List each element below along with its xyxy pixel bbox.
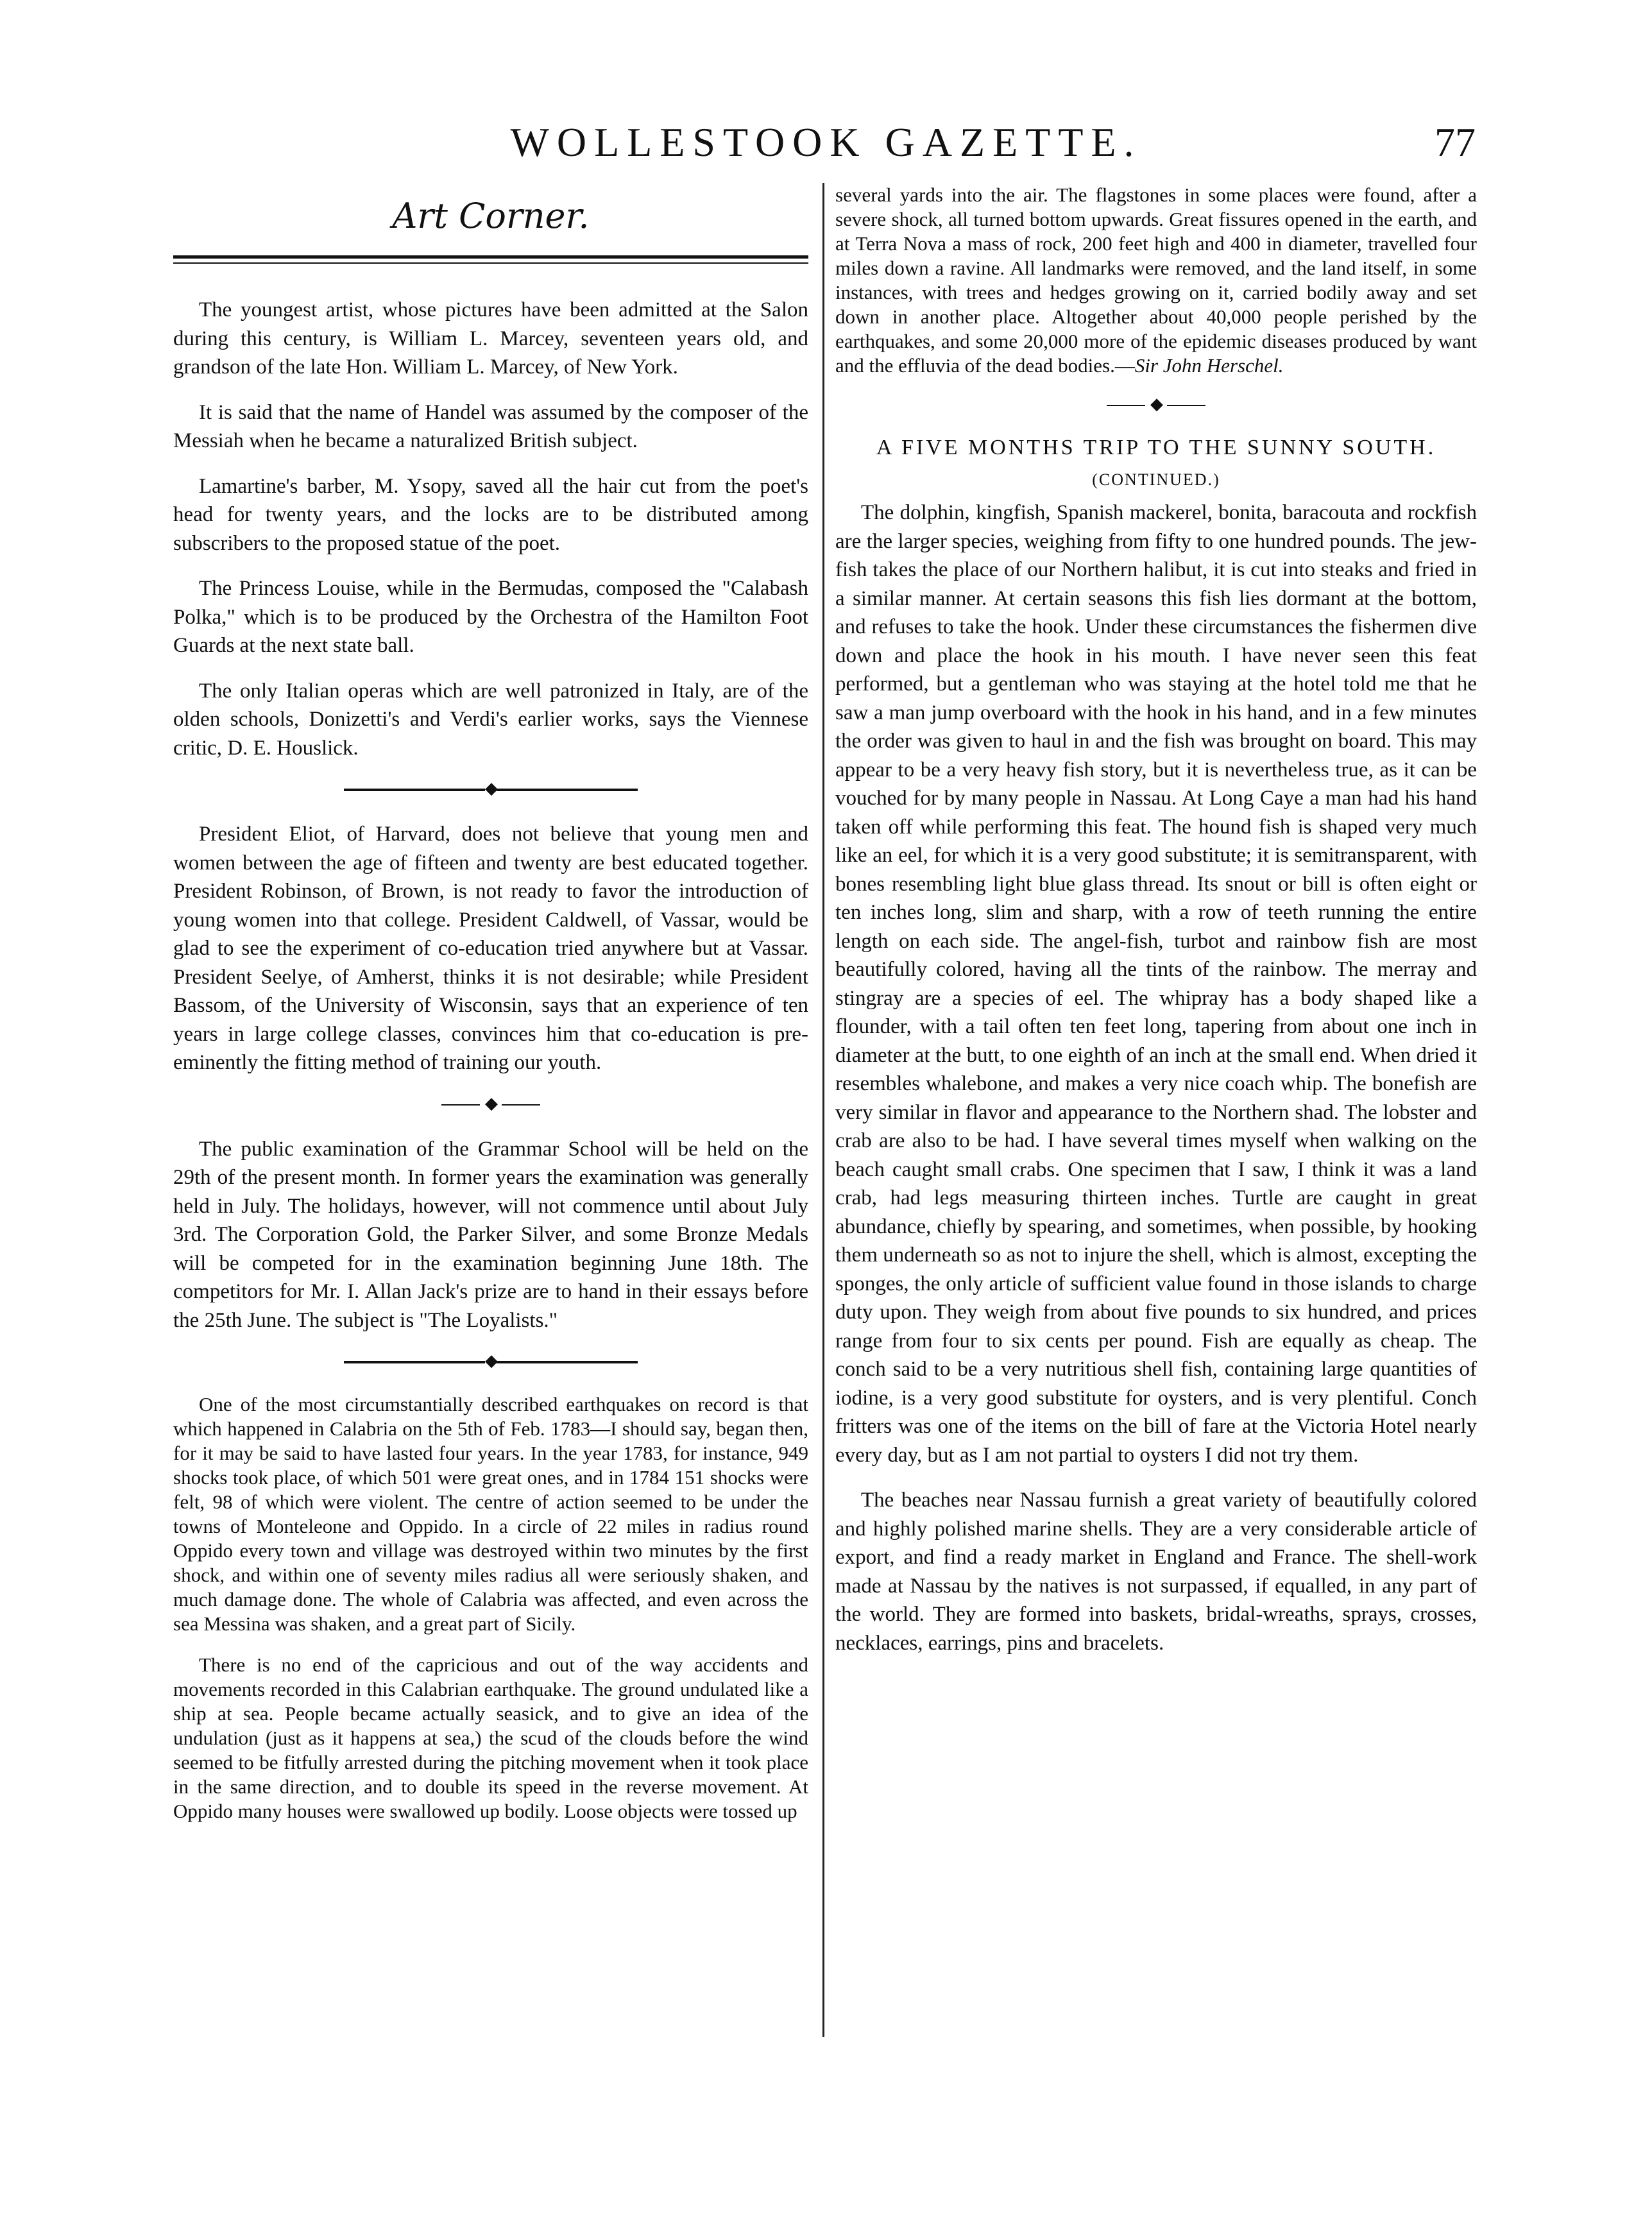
art-item-paragraph: The only Italian operas which are well patronized in Italy, are of the olden schools, Donizetti's and Verdi's earlier works, says the Viennese critic, D. E. Houslick.: [173, 679, 808, 760]
section-ornament: ◆: [835, 395, 1477, 414]
trip-paragraph: The dolphin, kingfish, Spanish mackerel, bonita, baracouta and rockfish are the larger species, weighing from fifty to one hundred pounds. The jew-fish takes the place of our Northern halibut, it is cut into steaks and fried in a similar manner. At certain seasons this fish lies dormant at the bottom, and refuses to take the hook. Under these circumstances the fishermen dive down and place the hook in his mouth. I have never seen this feat performed, but a gentleman who was staying at the hotel told me that he saw a man jump overboard with the hook in his hand, and in a few minutes the order was given to haul in and the fish was brought on board. This may appear to be a very heavy fish story, but it is nevertheless true, as it can be vouched for by many people in Nassau. At Long Caye a man had his hand taken off while performing this feat. The hound fish is shaped very much like an eel, for which it is a very good substitute; it is semitransparent, with bones resembling light blue glass thread. Its snout or bill is often eight or ten inches long, slim and sharp, with a row of teeth running the entire length on each side. The angel-fish, turbot and rainbow fish are most beautifully colored, having all the tints of the rainbow. The merray and stingray are a species of eel. The whipray has a body shaped like a flounder, with a tail often ten feet long, tapering from about one inch in diameter at the butt, to one eighth of an inch at the small end. When dried it resembles whalebone, and makes a very nice coach whip. The bonefish are very similar in flavor and appearance to the Northern shad. The lobster and crab are also to be had. I have several times myself when walking on the beach caught small crabs. One specimen that I saw, I think it was a land crab, had legs measuring thirteen inches. Turtle are caught in great abundance, chiefly by spearing, and sometimes, when possible, by hooking them underneath so as not to injure the shell, which is almost, excepting the sponges, the only article of sufficient value found in those islands to charge duty upon. They weigh from about five pounds to six hundred, and prices range from four to six cents per pound. Fish are equally as cheap. The conch said to be a very nutritious shell fish, containing large quantities of iodine, is a very good substitute for oysters, and is very plentiful. Conch fritters was one of the items on the bill of fare at the Victoria Hotel nearly every day, but as I am not partial to oysters I did not try them.: [835, 501, 1477, 1467]
coeducation-paragraph: President Eliot, of Harvard, does not believe that young men and women between the age of fifteen and twenty are best educated together. President Robinson, of Brown, is not ready to favor the introduction of young women into that college. President Caldwell, of Vassar, would be glad to see the experiment of co-education tried anywhere but at Vassar. President Seelye, of Amherst, thinks it is not desirable; while President Bassom, of the University of Wisconsin, says that an experience of ten years in large college classes, convinces him that co-education is pre-eminently the fitting method of training our youth.: [173, 823, 808, 1074]
column-divider: [822, 183, 824, 2037]
grammar-school-paragraph: The public examination of the Grammar School will be held on the 29th of the present month. In former years the examination was generally held in July. The holidays, however, will not commence until about July 3rd. The Corporation Gold, the Parker Silver, and some Bronze Medals will be competed for in the examination beginning June 18th. The competitors for Mr. I. Allan Jack's prize are to hand in their essays before the 25th June. The subject is "The Loyalists.": [173, 1137, 808, 1332]
running-head: [0, 119, 1652, 176]
earthquake-continued-paragraph: [835, 183, 1477, 378]
art-item-paragraph: Lamartine's barber, M. Ysopy, saved all the hair cut from the poet's head for twenty years, and the locks are to be distributed among subscribers to the proposed statue of the poet.: [173, 474, 808, 555]
earthquake-continued-text: several yards into the air. The flagstones in some places were found, after a severe shock, all turned bottom upwards. Great fissures opened in the earth, and at Terra Nova a mass of rock, 200 feet high and 400 in diameter, travelled four miles down a ravine. All landmarks were removed, and the land itself, in some instances, with trees and hedges growing on it, carried bodily away and set down in another place. Altogether about 40,000 people perished by the earthquakes, and some 20,000 more of the epidemic diseases produced by want and the effluvia of the dead bodies.—: [835, 184, 1477, 377]
heading-rule-thin: [173, 262, 808, 264]
art-corner-heading: Art Corner.: [392, 196, 590, 236]
right-column: [835, 183, 1477, 1674]
earthquake-citation: Sir John Herschel.: [1134, 354, 1284, 377]
section-ornament: ◆: [173, 1094, 808, 1113]
art-item-paragraph: The Princess Louise, while in the Bermudas, composed the "Calabash Polka," which is to be produced by the Orchestra of the Hamilton Foot Guards at the next state ball.: [173, 577, 808, 657]
section-ornament: ◆: [173, 779, 808, 798]
page-number: 77: [1435, 119, 1476, 165]
trip-paragraph: The beaches near Nassau furnish a great variety of beautifully colored and highly polished marine shells. They are a very considerable article of export, and find a ready market in England and France. The shell-work made at Nassau by the natives is not surpassed, if equalled, in any part of the world. They are formed into baskets, bridal-wreaths, sprays, crosses, necklaces, earrings, pins and bracelets.: [835, 1489, 1477, 1655]
earthquake-paragraph: One of the most circumstantially described earthquakes on record is that which happened in Calabria on the 5th of Feb. 1783—I should say, began then, for it may be said to have lasted four years. In the year 1783, for instance, 949 shocks took place, of which 501 were great ones, and in 1784 151 shocks were felt, 98 of which were violent. The centre of action seemed to be under the towns of Monteleone and Oppido. In a circle of 22 miles in radius round Oppido every town and village was destroyed within two minutes by the first shock, and within one of seventy miles radius all were seriously shaken, and much damage done. The whole of Calabria was affected, and even across the sea Messina was shaken, and a great part of Sicily.: [173, 1393, 808, 1635]
section-ornament: ◆: [173, 1351, 808, 1371]
newspaper-title: WOLLESTOOK GAZETTE.: [510, 119, 1142, 165]
continued-label: (CONTINUED.): [1092, 470, 1220, 489]
article-title: A FIVE MONTHS TRIP TO THE SUNNY SOUTH.: [876, 436, 1436, 459]
art-item-paragraph: The youngest artist, whose pictures have been admitted at the Salon during this century, is William L. Marcey, seventeen years old, and grandson of the late Hon. William L. Marcey, of New York.: [173, 298, 808, 379]
heading-rule-thick: [173, 255, 808, 259]
left-column: [173, 183, 808, 1840]
art-item-paragraph: It is said that the name of Handel was assumed by the composer of the Messiah when he became a naturalized British subject.: [173, 400, 808, 452]
earthquake-paragraph: There is no end of the capricious and out of the way accidents and movements recorded in this Calabrian earthquake. The ground undulated like a ship at sea. People became actually seasick, and to give an idea of the undulation (just as it happens at sea,) the scud of the clouds before the wind seemed to be fitfully arrested during the pitching movement when it took place in the same direction, and to double its speed in the reverse movement. At Oppido many houses were swallowed up bodily. Loose objects were tossed up: [173, 1653, 808, 1822]
